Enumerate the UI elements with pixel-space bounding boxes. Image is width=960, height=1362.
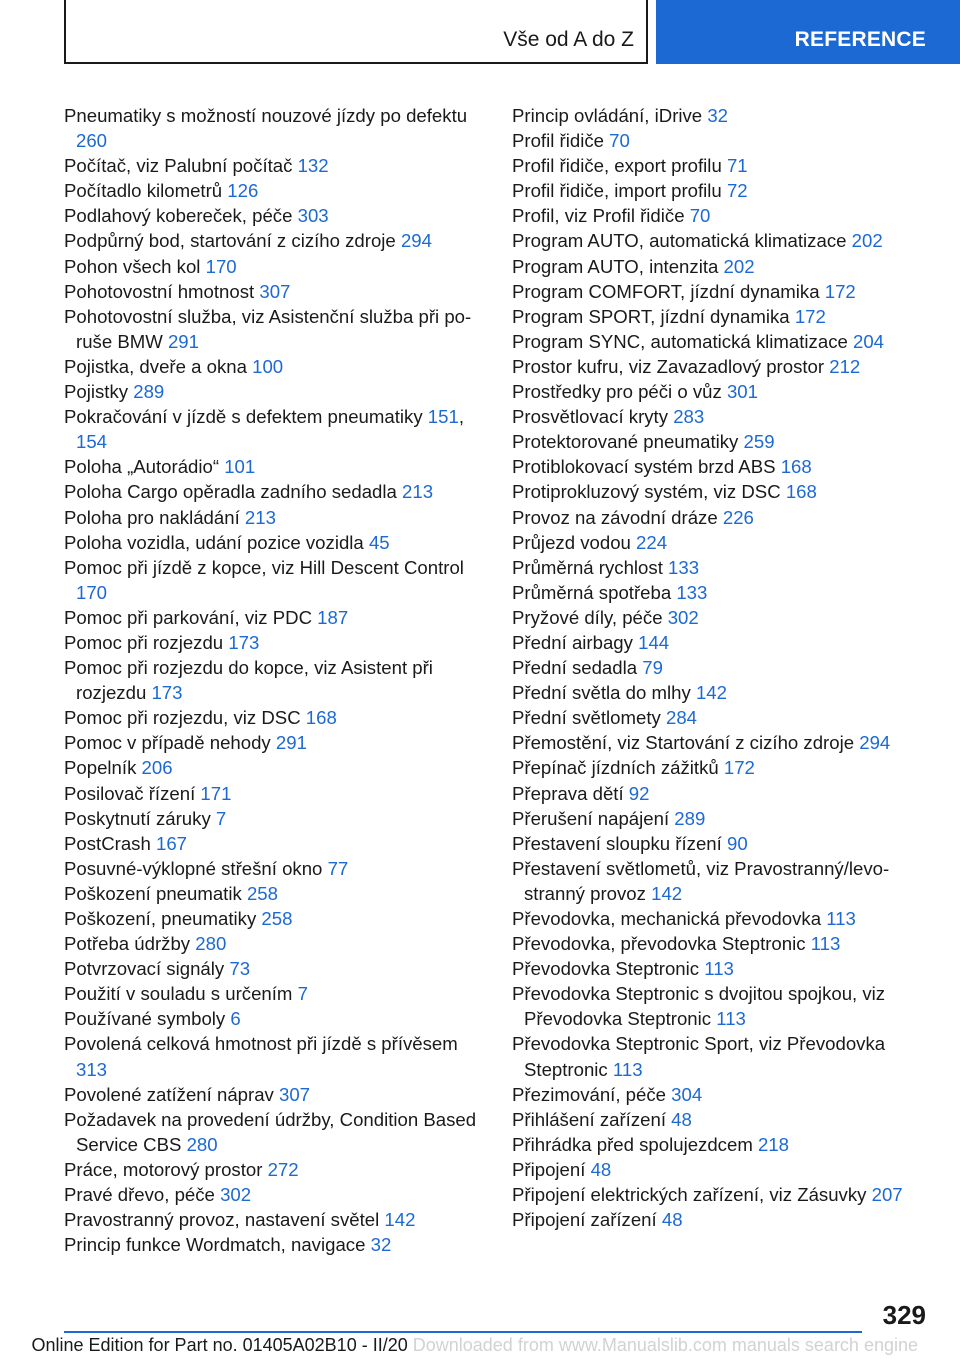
page-reference-link[interactable]: 90 xyxy=(726,832,748,854)
index-entry: Pokračování v jízdě s defektem pneumatiky 151, 154 xyxy=(64,406,464,453)
index-entry-term: Přední světla do mlhy xyxy=(512,682,696,704)
index-entry xyxy=(64,956,484,981)
page-reference-link[interactable]: 280 xyxy=(195,933,227,955)
index-entry xyxy=(64,1006,484,1031)
page-reference-link[interactable]: 173 xyxy=(151,682,183,704)
index-entry-term: Poloha vozidla, udání pozice vozidla xyxy=(64,531,369,553)
index-entry xyxy=(64,555,484,605)
index-entry-term: Převodovka Steptronic xyxy=(512,958,705,980)
index-entry-term: Protektorované pneumatiky xyxy=(512,431,744,453)
page-reference-link[interactable]: 132 xyxy=(297,155,329,177)
page-reference-link[interactable]: 294 xyxy=(400,230,432,252)
index-entry xyxy=(512,730,912,755)
index-entry xyxy=(64,655,484,705)
index-entry xyxy=(512,404,912,429)
index-entry xyxy=(512,1182,912,1207)
page-reference-link[interactable]: 167 xyxy=(155,832,188,854)
page-reference-link[interactable]: 142 xyxy=(651,882,683,904)
page-reference-link[interactable]: 304 xyxy=(671,1083,703,1105)
index-entry-term: Poloha Cargo opěradla zadního sedadla xyxy=(64,481,403,503)
index-entry xyxy=(64,354,484,379)
index-entry-term: Popelník xyxy=(64,757,142,779)
index-entry-term: Program SYNC, automatická klimatizace xyxy=(512,330,853,352)
page-reference-link[interactable]: 172 xyxy=(723,757,755,779)
page-reference-link[interactable]: 7 xyxy=(215,807,227,829)
page-reference-link[interactable]: 260 xyxy=(76,130,108,152)
page-reference-link[interactable]: 142 xyxy=(695,682,727,704)
index-entry-term: PostCrash xyxy=(64,832,156,854)
index-entry xyxy=(512,831,912,856)
page-reference-link[interactable]: 126 xyxy=(227,180,259,202)
page-reference-link[interactable]: 70 xyxy=(689,205,711,227)
index-entry xyxy=(64,1157,484,1182)
page-reference-link[interactable]: 307 xyxy=(279,1083,311,1105)
index-entry-term: Pohotovostní hmotnost xyxy=(64,280,260,302)
index-entry xyxy=(64,530,484,555)
page-reference-link[interactable]: 213 xyxy=(402,481,434,503)
index-entry-term: Použití v souladu s určením xyxy=(64,983,298,1005)
index-entry xyxy=(512,655,912,680)
index-entry xyxy=(64,254,484,279)
index-entry xyxy=(64,630,484,655)
index-entry xyxy=(512,454,912,479)
page-reference-link[interactable]: 202 xyxy=(851,230,883,252)
index-entry xyxy=(512,354,912,379)
page-reference-link[interactable]: 32 xyxy=(370,1234,392,1256)
header-section-box xyxy=(64,0,648,64)
index-column-right xyxy=(512,103,912,1232)
index-entry xyxy=(64,103,484,153)
page-reference-link[interactable]: 172 xyxy=(794,305,826,327)
page-reference-link[interactable]: 172 xyxy=(824,280,856,302)
index-entry xyxy=(512,228,912,253)
index-entry-term: Prostor kufru, viz Zavazadlový prostor xyxy=(512,355,830,377)
index-entry-term: Převodovka Steptronic Sport, viz Převodovka Steptronic xyxy=(512,1033,886,1080)
index-entry-term: Program AUTO, intenzita xyxy=(512,255,724,277)
index-entry xyxy=(512,580,912,605)
page-reference-link[interactable]: 289 xyxy=(674,807,706,829)
index-entry xyxy=(512,279,912,304)
page-reference-link[interactable]: 291 xyxy=(275,732,307,754)
index-entry-term: Pojistky xyxy=(64,381,134,403)
page-reference-link[interactable]: 133 xyxy=(668,556,700,578)
index-entry-term: Pojistka, dveře a okna xyxy=(64,355,253,377)
section-title: Vše od A do Z xyxy=(503,28,634,51)
index-entry xyxy=(512,1107,912,1132)
index-entry-term: Přední sedadla xyxy=(512,657,643,679)
page-reference-link[interactable]: 6 xyxy=(230,1008,241,1030)
index-entry xyxy=(512,1157,912,1182)
index-entry-term: Profil, viz Profil řidiče xyxy=(512,205,690,227)
index-entry-term: Přední světlomety xyxy=(512,707,666,729)
index-entry-term: Pomoc při jízdě z kopce, viz Hill Descent Control xyxy=(64,556,464,578)
page-reference-link[interactable]: 100 xyxy=(252,355,284,377)
index-entry-term: Pokračování v jízdě s defektem pneumatiky xyxy=(64,406,428,428)
page-reference-link[interactable]: 101 xyxy=(224,456,256,478)
index-entry-term: Převodovka, převodovka Steptronic xyxy=(512,933,811,955)
index-entry-term: Pneumatiky s možností nouzové jízdy po defektu xyxy=(64,105,468,126)
footer xyxy=(0,1335,918,1356)
index-entry-term: Pravé dřevo, péče xyxy=(64,1184,221,1206)
page-reference-link[interactable]: 142 xyxy=(384,1209,416,1231)
index-entry-term: Podpůrný bod, startování z cizího zdroje xyxy=(64,230,401,252)
page-reference-link[interactable]: 212 xyxy=(829,355,861,377)
index-entry xyxy=(64,454,484,479)
page-reference-link[interactable]: 70 xyxy=(609,130,630,152)
index-entry xyxy=(64,178,484,203)
page-reference-link[interactable]: 302 xyxy=(220,1184,252,1206)
index-entry-term: Přerušení napájení xyxy=(512,807,675,829)
index-entry-term: Převodovka, mechanická převodovka xyxy=(512,908,827,929)
index-entry-term: Počítač, viz Palubní počítač xyxy=(64,155,298,177)
index-entry-term: Prosvětlovací kryty xyxy=(512,406,674,428)
page-reference-link[interactable]: 224 xyxy=(636,531,668,553)
index-entry-term: Připojení zařízení xyxy=(512,1209,662,1231)
index-entry xyxy=(512,956,912,981)
footer-watermark: Downloaded from www.Manualslib.com manuals search engine xyxy=(412,1335,918,1355)
index-entry xyxy=(64,605,484,630)
index-entry xyxy=(64,153,484,178)
page-reference-link[interactable]: 48 xyxy=(661,1209,683,1231)
page-reference-link[interactable]: 133 xyxy=(676,581,708,603)
index-entry-term: Pomoc při rozjezdu, viz DSC xyxy=(64,707,306,729)
page-reference-link[interactable]: 7 xyxy=(297,983,308,1005)
page-reference-link[interactable]: 32 xyxy=(707,105,729,126)
page-reference-link[interactable]: 48 xyxy=(671,1108,692,1130)
index-entry-term: Profil řidiče, import profilu xyxy=(512,180,727,202)
index-entry xyxy=(512,1031,912,1081)
index-entry xyxy=(64,1232,484,1257)
index-entry xyxy=(512,605,912,630)
page-reference-link[interactable]: 272 xyxy=(267,1158,299,1180)
index-entry-term: Přezimování, péče xyxy=(512,1083,672,1105)
index-entry-term: Práce, motorový prostor xyxy=(64,1158,268,1180)
index-entry xyxy=(64,906,484,931)
index-entry xyxy=(512,379,912,404)
index-entry-term: Průměrná spotřeba xyxy=(512,581,677,603)
index-entry xyxy=(64,1082,484,1107)
index-entry xyxy=(512,931,912,956)
index-entry xyxy=(512,329,912,354)
index-entry-term: Pohotovostní služba, viz Asistenční služba při poruše BMW xyxy=(64,305,472,352)
index-entry xyxy=(512,429,912,454)
index-entry-term: Přihrádka před spolujezdcem xyxy=(512,1133,758,1155)
index-entry-term: Profil řidiče, export profilu xyxy=(512,155,727,177)
index-entry xyxy=(512,906,912,931)
index-entry xyxy=(64,279,484,304)
index-entry-term: Program AUTO, automatická klimatizace xyxy=(512,230,852,252)
index-entry-term: Potvrzovací signály xyxy=(64,958,230,980)
index-column-left xyxy=(64,103,484,1257)
page-reference-link[interactable]: 207 xyxy=(871,1184,903,1206)
page-reference-link[interactable]: 168 xyxy=(305,707,337,729)
page-reference-link[interactable]: 170 xyxy=(76,581,108,603)
page-reference-link[interactable]: 202 xyxy=(723,255,755,277)
index-entry xyxy=(512,781,912,806)
page-reference-link[interactable]: 259 xyxy=(743,431,775,453)
index-entry xyxy=(512,128,912,153)
index-entry xyxy=(512,981,912,1031)
index-entry-term: Přestavení světlometů, viz Pravostranný/levostranný provoz xyxy=(512,857,890,904)
page-reference-link[interactable]: 144 xyxy=(638,631,670,653)
page-reference-link[interactable]: 226 xyxy=(722,506,754,528)
index-entry-term: Pomoc při rozjezdu xyxy=(64,631,229,653)
page-reference-link[interactable]: 113 xyxy=(612,1058,643,1080)
index-entry xyxy=(512,178,912,203)
page-reference-link[interactable]: 113 xyxy=(704,958,734,980)
index-entry xyxy=(64,755,484,780)
index-entry-term: Pomoc při rozjezdu do kopce, viz Asistent při rozjezdu xyxy=(64,657,433,704)
index-entry xyxy=(64,981,484,1006)
page-reference-link[interactable]: 307 xyxy=(259,280,291,302)
page-reference-link[interactable]: 313 xyxy=(76,1058,108,1080)
page-reference-link[interactable]: 302 xyxy=(667,606,699,628)
index-entry-term: Pomoc při parkování, viz PDC xyxy=(64,606,318,628)
page-reference-link[interactable]: 218 xyxy=(757,1133,790,1155)
page-reference-link[interactable]: 258 xyxy=(261,908,293,929)
footer-rule xyxy=(64,1331,862,1333)
index-entry xyxy=(64,1207,484,1232)
page-reference-link[interactable]: 151 xyxy=(427,406,459,428)
index-entry-term: Povolená celková hmotnost při jízdě s přívěsem xyxy=(64,1033,458,1055)
index-entry-term: Průměrná rychlost xyxy=(512,556,669,578)
index-entry xyxy=(64,304,484,354)
index-entry xyxy=(64,505,484,530)
index-entry-term: Průjezd vodou xyxy=(512,531,637,553)
page-reference-link[interactable]: 113 xyxy=(810,933,841,955)
index-entry-term: Poskytnutí záruky xyxy=(64,807,216,829)
index-entry xyxy=(64,781,484,806)
index-entry xyxy=(512,203,912,228)
page-reference-link[interactable]: 92 xyxy=(628,782,650,804)
index-entry-term: Připojení elektrických zařízení, viz Zásuvky xyxy=(512,1184,872,1206)
index-entry xyxy=(512,1132,912,1157)
index-entry-term: Poškození, pneumatiky xyxy=(64,908,262,929)
index-entry-term: Poloha pro nakládání xyxy=(64,506,245,528)
page-reference-link[interactable]: 258 xyxy=(246,882,278,904)
index-entry xyxy=(64,203,484,228)
page-reference-link[interactable]: 187 xyxy=(317,606,349,628)
index-entry-term: Přepínač jízdních zážitků xyxy=(512,757,724,779)
index-entry xyxy=(512,705,912,730)
index-entry-term: Přemostění, viz Startování z cizího zdroje xyxy=(512,732,860,754)
page-reference-link[interactable]: 45 xyxy=(368,531,390,553)
index-entry-term: Program SPORT, jízdní dynamika xyxy=(512,305,795,327)
page-reference-link[interactable]: 168 xyxy=(780,456,812,478)
index-entry-term: Přestavení sloupku řízení xyxy=(512,832,727,854)
index-entry xyxy=(64,881,484,906)
index-entry xyxy=(512,755,912,780)
index-entry xyxy=(512,555,912,580)
index-entry xyxy=(64,228,484,253)
page-reference-link[interactable]: 113 xyxy=(716,1008,746,1030)
index-entry xyxy=(64,730,484,755)
index-entry-term: Převodovka Steptronic s dvojitou spojkou, viz Převodovka Steptronic xyxy=(512,983,886,1030)
index-entry-term: Program COMFORT, jízdní dynamika xyxy=(512,280,825,302)
index-entry xyxy=(64,806,484,831)
index-entry-term: Posilovač řízení xyxy=(64,782,201,804)
index-entry xyxy=(512,1207,912,1232)
page-reference-link[interactable]: 213 xyxy=(244,506,276,528)
index-entry-term: Princip ovládání, iDrive xyxy=(512,105,708,126)
index-entry xyxy=(64,831,484,856)
page-reference-link[interactable]: 284 xyxy=(665,707,698,729)
index-entry-term: Protiprokluzový systém, viz DSC xyxy=(512,481,786,503)
page-reference-link[interactable]: 73 xyxy=(229,958,251,980)
page-reference-link[interactable]: 79 xyxy=(642,657,663,679)
page-reference-link[interactable]: 72 xyxy=(726,180,748,202)
index-entry-term: Poškození pneumatik xyxy=(64,882,247,904)
index-entry xyxy=(512,103,912,128)
index-entry xyxy=(512,479,912,504)
index-entry xyxy=(512,304,912,329)
index-entry-term: Provoz na závodní dráze xyxy=(512,506,723,528)
page-reference-link[interactable]: 154 xyxy=(76,431,108,453)
index-entry xyxy=(512,630,912,655)
index-entry-term: Posuvné-výklopné střešní okno xyxy=(64,857,328,879)
page-reference-link[interactable]: 173 xyxy=(228,631,260,653)
page-reference-link[interactable]: 113 xyxy=(826,908,856,929)
index-entry-term: Pomoc v případě nehody xyxy=(64,732,276,754)
index-entry xyxy=(512,505,912,530)
index-entry xyxy=(512,254,912,279)
page-reference-link[interactable]: 283 xyxy=(673,406,705,428)
index-entry xyxy=(64,1182,484,1207)
index-entry-term: Připojení xyxy=(512,1158,591,1180)
page-reference-link[interactable]: 291 xyxy=(167,330,199,352)
index-entry-term: Používané symboly xyxy=(64,1008,231,1030)
index-entry-term: Přední airbagy xyxy=(512,631,639,653)
index-entry-term: Pravostranný provoz, nastavení světel xyxy=(64,1209,385,1231)
page-number: 329 xyxy=(882,1300,926,1330)
index-entry xyxy=(512,1082,912,1107)
index-entry xyxy=(64,1031,484,1081)
index-entry-term: Potřeba údržby xyxy=(64,933,196,955)
index-entry-term: Přihlášení zařízení xyxy=(512,1108,672,1130)
index-entry-term: Poloha „Autorádio“ xyxy=(64,456,225,478)
index-entry xyxy=(512,530,912,555)
index-entry-term: Pryžové díly, péče xyxy=(512,606,668,628)
index-entry xyxy=(512,153,912,178)
reference-tab-label: REFERENCE xyxy=(794,28,926,51)
page-reference-link[interactable]: 294 xyxy=(859,732,891,754)
page-reference-link[interactable]: 77 xyxy=(327,857,349,879)
index-entry-term: Počítadlo kilometrů xyxy=(64,180,228,202)
page-reference-link[interactable]: 206 xyxy=(141,757,173,779)
index-entry xyxy=(64,931,484,956)
index-entry-term: Princip funkce Wordmatch, navigace xyxy=(64,1234,371,1256)
page-reference-link[interactable]: 170 xyxy=(205,255,237,277)
index-entry-term: Požadavek na provedení údržby, Condition Based Service CBS xyxy=(64,1108,477,1155)
index-entry xyxy=(64,856,484,881)
page-reference-link[interactable]: 168 xyxy=(785,481,817,503)
page-reference-link[interactable]: 280 xyxy=(186,1133,218,1155)
index-entry-term: Prostředky pro péči o vůz xyxy=(512,381,727,403)
index-entry-term: Přeprava dětí xyxy=(512,782,629,804)
index-entry-term: Protiblokovací systém brzd ABS xyxy=(512,456,781,478)
index-entry-term: Povolené zatížení náprav xyxy=(64,1083,279,1105)
index-entry xyxy=(512,680,912,705)
page-reference-link[interactable]: 71 xyxy=(726,155,748,177)
page-reference-link[interactable]: 48 xyxy=(590,1158,612,1180)
page-reference-link[interactable]: 303 xyxy=(297,205,329,227)
page-reference-link[interactable]: 171 xyxy=(200,782,232,804)
index-entry xyxy=(64,705,484,730)
index-entry xyxy=(64,1107,484,1157)
index-entry-term: Profil řidiče xyxy=(512,130,610,152)
page-reference-link[interactable]: 301 xyxy=(726,381,758,403)
index-entry xyxy=(512,806,912,831)
reference-tab[interactable] xyxy=(656,0,960,64)
index-entry-term: Pohon všech kol xyxy=(64,255,206,277)
index-entry xyxy=(512,856,912,906)
footer-edition-text: Online Edition for Part no. 01405A02B10 - II/20 xyxy=(31,1335,408,1355)
index-entry-term: Podlahový kobereček, péče xyxy=(64,205,298,227)
page-reference-link[interactable]: 289 xyxy=(133,381,165,403)
index-entry xyxy=(64,379,484,404)
page-reference-link[interactable]: 204 xyxy=(853,330,885,352)
index-entry xyxy=(64,479,484,504)
